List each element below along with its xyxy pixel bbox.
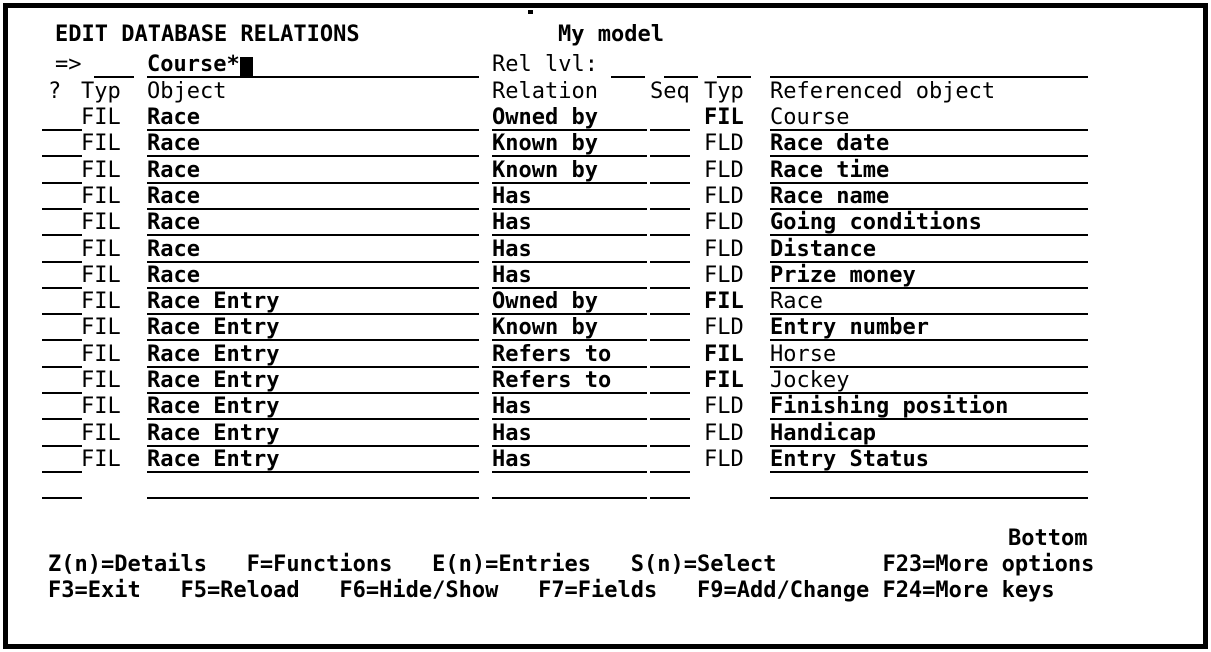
- row-typ-label: FIL: [81, 289, 121, 315]
- row-relation-field[interactable]: Has: [492, 421, 647, 447]
- row-typ-label: FIL: [81, 183, 121, 209]
- command-object-value: Course*: [147, 52, 240, 77]
- command-object-field[interactable]: [147, 52, 479, 78]
- row-relation-field[interactable]: Owned by: [492, 105, 647, 131]
- row-option-field[interactable]: [42, 473, 82, 499]
- row-object-field[interactable]: Race: [147, 184, 479, 210]
- row-object-field[interactable]: Race: [147, 105, 479, 131]
- row-ref-typ-label: FLD: [704, 394, 744, 420]
- row-ref-object-field[interactable]: Distance: [770, 237, 1088, 263]
- relation-row: [0, 368, 1211, 394]
- row-seq-field[interactable]: [650, 263, 690, 289]
- row-ref-typ-label: FLD: [704, 420, 744, 446]
- row-typ-label: FIL: [81, 368, 121, 393]
- row-ref-typ-label: FIL: [704, 368, 744, 393]
- row-object-field[interactable]: Race Entry: [147, 289, 479, 315]
- row-relation-field[interactable]: Has: [492, 184, 647, 210]
- row-typ-label: FIL: [81, 446, 121, 472]
- header-object: Object: [147, 79, 227, 104]
- row-seq-field[interactable]: [650, 342, 690, 368]
- row-ref-object-field[interactable]: Finishing position: [770, 394, 1088, 420]
- row-ref-object-field[interactable]: Prize money: [770, 263, 1088, 289]
- relation-row: [0, 237, 1211, 263]
- relation-row: [0, 289, 1211, 315]
- row-typ-label: FIL: [81, 315, 121, 341]
- row-option-field[interactable]: [42, 210, 82, 236]
- row-option-field[interactable]: [42, 184, 82, 210]
- row-ref-typ-label: FIL: [704, 341, 744, 367]
- relation-row: [0, 263, 1211, 289]
- header-seq: Seq: [650, 79, 690, 104]
- row-ref-object-field[interactable]: Horse: [770, 342, 1088, 368]
- page-title: EDIT DATABASE RELATIONS: [55, 22, 360, 47]
- row-typ-label: FIL: [81, 262, 121, 288]
- row-typ-label: FIL: [81, 394, 121, 420]
- row-ref-typ-label: FLD: [704, 131, 744, 157]
- row-seq-field[interactable]: [650, 473, 690, 499]
- row-ref-typ-label: FLD: [704, 210, 744, 236]
- header-referenced: Referenced object: [770, 79, 996, 104]
- row-object-field[interactable]: Race Entry: [147, 394, 479, 420]
- row-ref-typ-label: FLD: [704, 446, 744, 472]
- row-seq-field[interactable]: [650, 394, 690, 420]
- row-option-field[interactable]: [42, 158, 82, 184]
- status-bottom: Bottom: [1008, 526, 1088, 551]
- row-seq-field[interactable]: [650, 368, 690, 394]
- row-seq-field[interactable]: [650, 237, 690, 263]
- row-typ-label: FIL: [81, 131, 121, 157]
- row-ref-object-field[interactable]: Going conditions: [770, 210, 1088, 236]
- fkeys-row-1: [0, 552, 1211, 578]
- fkeys-row-2: [0, 578, 1211, 604]
- row-ref-typ-label: FLD: [704, 236, 744, 262]
- relation-row: [0, 394, 1211, 420]
- row-seq-field[interactable]: [650, 210, 690, 236]
- row-ref-typ-label: FLD: [704, 183, 744, 209]
- relation-row: [0, 473, 1211, 499]
- status-row: [0, 526, 1211, 552]
- relation-row: [0, 421, 1211, 447]
- row-ref-object-field[interactable]: Course: [770, 105, 1088, 131]
- row-option-field[interactable]: [42, 447, 82, 473]
- row-option-field[interactable]: [42, 394, 82, 420]
- row-option-field[interactable]: [42, 105, 82, 131]
- row-relation-field[interactable]: Known by: [492, 315, 647, 341]
- command-prompt: =>: [55, 52, 82, 77]
- row-typ-label: FIL: [81, 420, 121, 446]
- rel-lvl-field[interactable]: [611, 52, 645, 78]
- row-relation-field[interactable]: Has: [492, 263, 647, 289]
- row-typ-label: FIL: [81, 157, 121, 183]
- header-opt: ?: [48, 79, 62, 104]
- row-ref-object-field[interactable]: [770, 473, 1088, 499]
- model-name: My model: [558, 22, 664, 47]
- row-option-field[interactable]: [42, 421, 82, 447]
- row-seq-field[interactable]: [650, 315, 690, 341]
- row-ref-typ-label: FLD: [704, 262, 744, 288]
- relation-row: [0, 158, 1211, 184]
- relation-row: [0, 131, 1211, 157]
- row-seq-field[interactable]: [650, 131, 690, 157]
- row-object-field[interactable]: Race Entry: [147, 421, 479, 447]
- row-object-field[interactable]: [147, 473, 479, 499]
- command-row: [0, 52, 1211, 78]
- row-relation-field[interactable]: Known by: [492, 158, 647, 184]
- row-typ-label: FIL: [81, 236, 121, 262]
- row-ref-object-field[interactable]: Entry number: [770, 315, 1088, 341]
- row-ref-object-field[interactable]: Race name: [770, 184, 1088, 210]
- command-ref-object-field[interactable]: [770, 52, 1088, 78]
- title-row: [0, 22, 1211, 48]
- row-object-field[interactable]: Race: [147, 263, 479, 289]
- row-seq-field[interactable]: [650, 421, 690, 447]
- relation-row: [0, 447, 1211, 473]
- row-ref-object-field[interactable]: Jockey: [770, 368, 1088, 394]
- row-relation-field[interactable]: Refers to: [492, 342, 647, 368]
- row-option-field[interactable]: [42, 131, 82, 157]
- header-relation: Relation: [492, 79, 598, 104]
- row-seq-field[interactable]: [650, 289, 690, 315]
- relation-row: [0, 210, 1211, 236]
- row-seq-field[interactable]: [650, 447, 690, 473]
- row-typ-label: FIL: [81, 210, 121, 236]
- command-seq-field[interactable]: [664, 52, 698, 78]
- row-typ-label: FIL: [81, 341, 121, 367]
- row-object-field[interactable]: Race Entry: [147, 342, 479, 368]
- command-typ-field[interactable]: [717, 52, 751, 78]
- relation-row: [0, 105, 1211, 131]
- row-option-field[interactable]: [42, 237, 82, 263]
- row-option-field[interactable]: [42, 315, 82, 341]
- row-seq-field[interactable]: [650, 105, 690, 131]
- row-ref-typ-label: FLD: [704, 315, 744, 341]
- row-typ-label: FIL: [81, 105, 121, 130]
- column-headers-row: [0, 79, 1211, 105]
- row-object-field[interactable]: Race Entry: [147, 315, 479, 341]
- row-option-field[interactable]: [42, 368, 82, 394]
- row-ref-object-field[interactable]: Race: [770, 289, 1088, 315]
- row-ref-object-field[interactable]: Race time: [770, 158, 1088, 184]
- dot-artifact: [528, 10, 533, 14]
- row-object-field[interactable]: Race Entry: [147, 447, 479, 473]
- row-ref-object-field[interactable]: Entry Status: [770, 447, 1088, 473]
- row-option-field[interactable]: [42, 263, 82, 289]
- row-relation-field[interactable]: Has: [492, 447, 647, 473]
- row-option-field[interactable]: [42, 289, 82, 315]
- row-object-field[interactable]: Race: [147, 131, 479, 157]
- row-relation-field[interactable]: Has: [492, 394, 647, 420]
- row-ref-typ-label: FIL: [704, 289, 744, 315]
- row-object-field[interactable]: Race: [147, 237, 479, 263]
- relation-row: [0, 315, 1211, 341]
- fkeys-keys-line: F3=Exit F5=Reload F6=Hide/Show F7=Fields F9=Add/Change F24=More keys: [48, 578, 1055, 603]
- row-ref-typ-label: FLD: [704, 157, 744, 183]
- text-cursor: [240, 57, 253, 77]
- row-relation-field[interactable]: Has: [492, 237, 647, 263]
- header-typ: Typ: [81, 79, 121, 104]
- rel-lvl-label: Rel lvl:: [492, 52, 598, 77]
- relation-row: [0, 342, 1211, 368]
- row-relation-field[interactable]: Known by: [492, 131, 647, 157]
- relation-row: [0, 184, 1211, 210]
- row-relation-field[interactable]: [492, 473, 647, 499]
- row-seq-field[interactable]: [650, 158, 690, 184]
- row-option-field[interactable]: [42, 342, 82, 368]
- row-relation-field[interactable]: Refers to: [492, 368, 647, 394]
- row-seq-field[interactable]: [650, 184, 690, 210]
- row-ref-object-field[interactable]: Handicap: [770, 421, 1088, 447]
- command-option-field[interactable]: [94, 52, 134, 78]
- row-relation-field[interactable]: Has: [492, 210, 647, 236]
- header-ref-typ: Typ: [704, 79, 744, 104]
- row-object-field[interactable]: Race Entry: [147, 368, 479, 394]
- row-ref-object-field[interactable]: Race date: [770, 131, 1088, 157]
- row-object-field[interactable]: Race: [147, 210, 479, 236]
- fkeys-options-line: Z(n)=Details F=Functions E(n)=Entries S(n)=Select F23=More options: [48, 552, 1095, 577]
- row-relation-field[interactable]: Owned by: [492, 289, 647, 315]
- row-ref-typ-label: FIL: [704, 105, 744, 130]
- row-object-field[interactable]: Race: [147, 158, 479, 184]
